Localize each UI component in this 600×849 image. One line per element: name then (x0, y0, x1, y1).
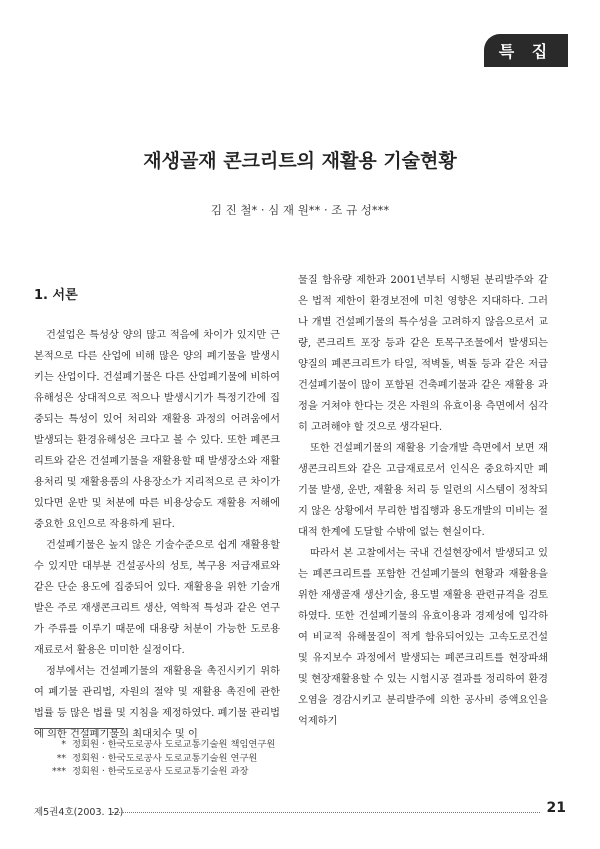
footnote-mark: *** (52, 766, 66, 777)
footnotes (42, 738, 275, 779)
body-paragraph-continued: 물질 함유량 제한과 2001년부터 시행된 분리발주와 같은 법적 제한이 환경보전에 미친 영향은 지대하다. 그러나 개별 건설폐기물의 특수성을 고려하지 않음으로서 교량, 콘크리트 포장 등과 같은 토목구조물에서 발생되는 양질의 폐콘크리트가 타일, 적벽돌, 벽돌 등과 같은 저급 건설폐기물이 많이 포함된 건축폐기물과 같은 재활용 과정을 거쳐야 한다는 것은 자원의 유효이용 측면에서 심각히 고려해야 할 것으로 생각된다. (298, 275, 548, 433)
footnote (42, 765, 275, 779)
issue-label: 제5권4호(2003. 12) (34, 807, 124, 818)
body-paragraph-3: 정부에서는 건설폐기물의 재활용을 촉진시키기 위하여 폐기물 관리법, 자원의 절약 및 재활용 촉진에 관한 법률 등 많은 법률 및 지침을 제정하였다. 폐기물 관리법에 의한 건설폐기물의 최대치수 및 이 (34, 666, 280, 740)
body-paragraph-5: 따라서 본 고찰에서는 국내 건설현장에서 발생되고 있는 폐콘크리트를 포함한 건설폐기물의 현황과 재활용을 위한 재생골재 생산기술, 용도별 재활용 관련규격을 검토하였다. 또한 건설폐기물의 유효이용과 경제성에 입각하여 비교적 유해물질이 적게 함유되어있는 고속도로건설 및 유지보수 과정에서 발생되는 폐콘크리트를 현장파쇄 및 현장재활용할 수 있는 시험시공 결과를 정리하여 환경오염을 경감시키고 분리발주에 의한 공사비 증액요인을 억제하기 (298, 548, 548, 727)
right-column (298, 270, 548, 732)
section-tag: 특 집 (484, 34, 568, 67)
footnote-divider (34, 728, 124, 729)
page-number: 21 (546, 800, 566, 816)
body-paragraph-1: 건설업은 특성상 양의 많고 적음에 차이가 있지만 근본적으로 다른 산업에 비해 많은 양의 폐기물을 발생시키는 산업이다. 건설폐기물은 다른 산업폐기물에 비하여 유해성은 상대적으로 적으나 발생시기가 특정기간에 집중되는 특성이 있어 처리와 재활용 과정의 어려움에서 발생되는 환경유해성은 크다고 볼 수 있다. 또한 폐콘크리트와 같은 건설폐기물을 재활용할 때 발생장소와 재활용처리 및 재활용품의 사용장소가 지리적으로 큰 차이가 있다면 운반 및 처분에 따른 비용상승도 재활용 저해에 중요한 요인으로 작용하게 된다. (34, 330, 280, 530)
footnote-text: 정회원 · 한국도로공사 도로교통기술원 책임연구원 (72, 739, 276, 750)
section-heading: 1. 서론 (34, 288, 78, 303)
article-title: 재생골재 콘크리트의 재활용 기술현황 (143, 150, 457, 172)
page-footer (34, 800, 566, 818)
footer-dotted-rule (112, 812, 540, 813)
author-line: 김 진 철* · 심 재 원** · 조 규 성*** (210, 203, 390, 217)
footnote-text: 정회원 · 한국도로공사 도로교통기술원 과장 (72, 766, 249, 777)
body-paragraph-2: 건설폐기물은 높지 않은 기술수준으로 쉽게 재활용할 수 있지만 대부분 건설공사의 성토, 복구용 저급재료와 같은 단순 용도에 집중되어 있다. 재활용을 위한 기술개발은 주로 재생콘크리트 생산, 역학적 특성과 같은 연구가 주류를 이루기 때문에 대용량 처분이 가능한 도로용 재료로서 활용은 미미한 실정이다. (34, 540, 280, 656)
footnote-mark: ** (56, 752, 66, 764)
footnote (42, 752, 275, 766)
left-column (34, 274, 280, 745)
footnote (42, 738, 275, 752)
footnote-mark: * (61, 739, 66, 750)
footnote-text: 정회원 · 한국도로공사 도로교통기술원 연구원 (72, 752, 258, 764)
body-paragraph-4: 또한 건설폐기물의 재활용 기술개발 측면에서 보면 재생콘크리트와 같은 고급재료로서 인식은 중요하지만 폐기물 발생, 운반, 재활용 처리 등 일련의 시스템이 정착되지 않은 상황에서 무리한 법집행과 용도개발의 미비는 절대적 한계에 도달할 수밖에 없는 현실이다. (298, 443, 548, 538)
